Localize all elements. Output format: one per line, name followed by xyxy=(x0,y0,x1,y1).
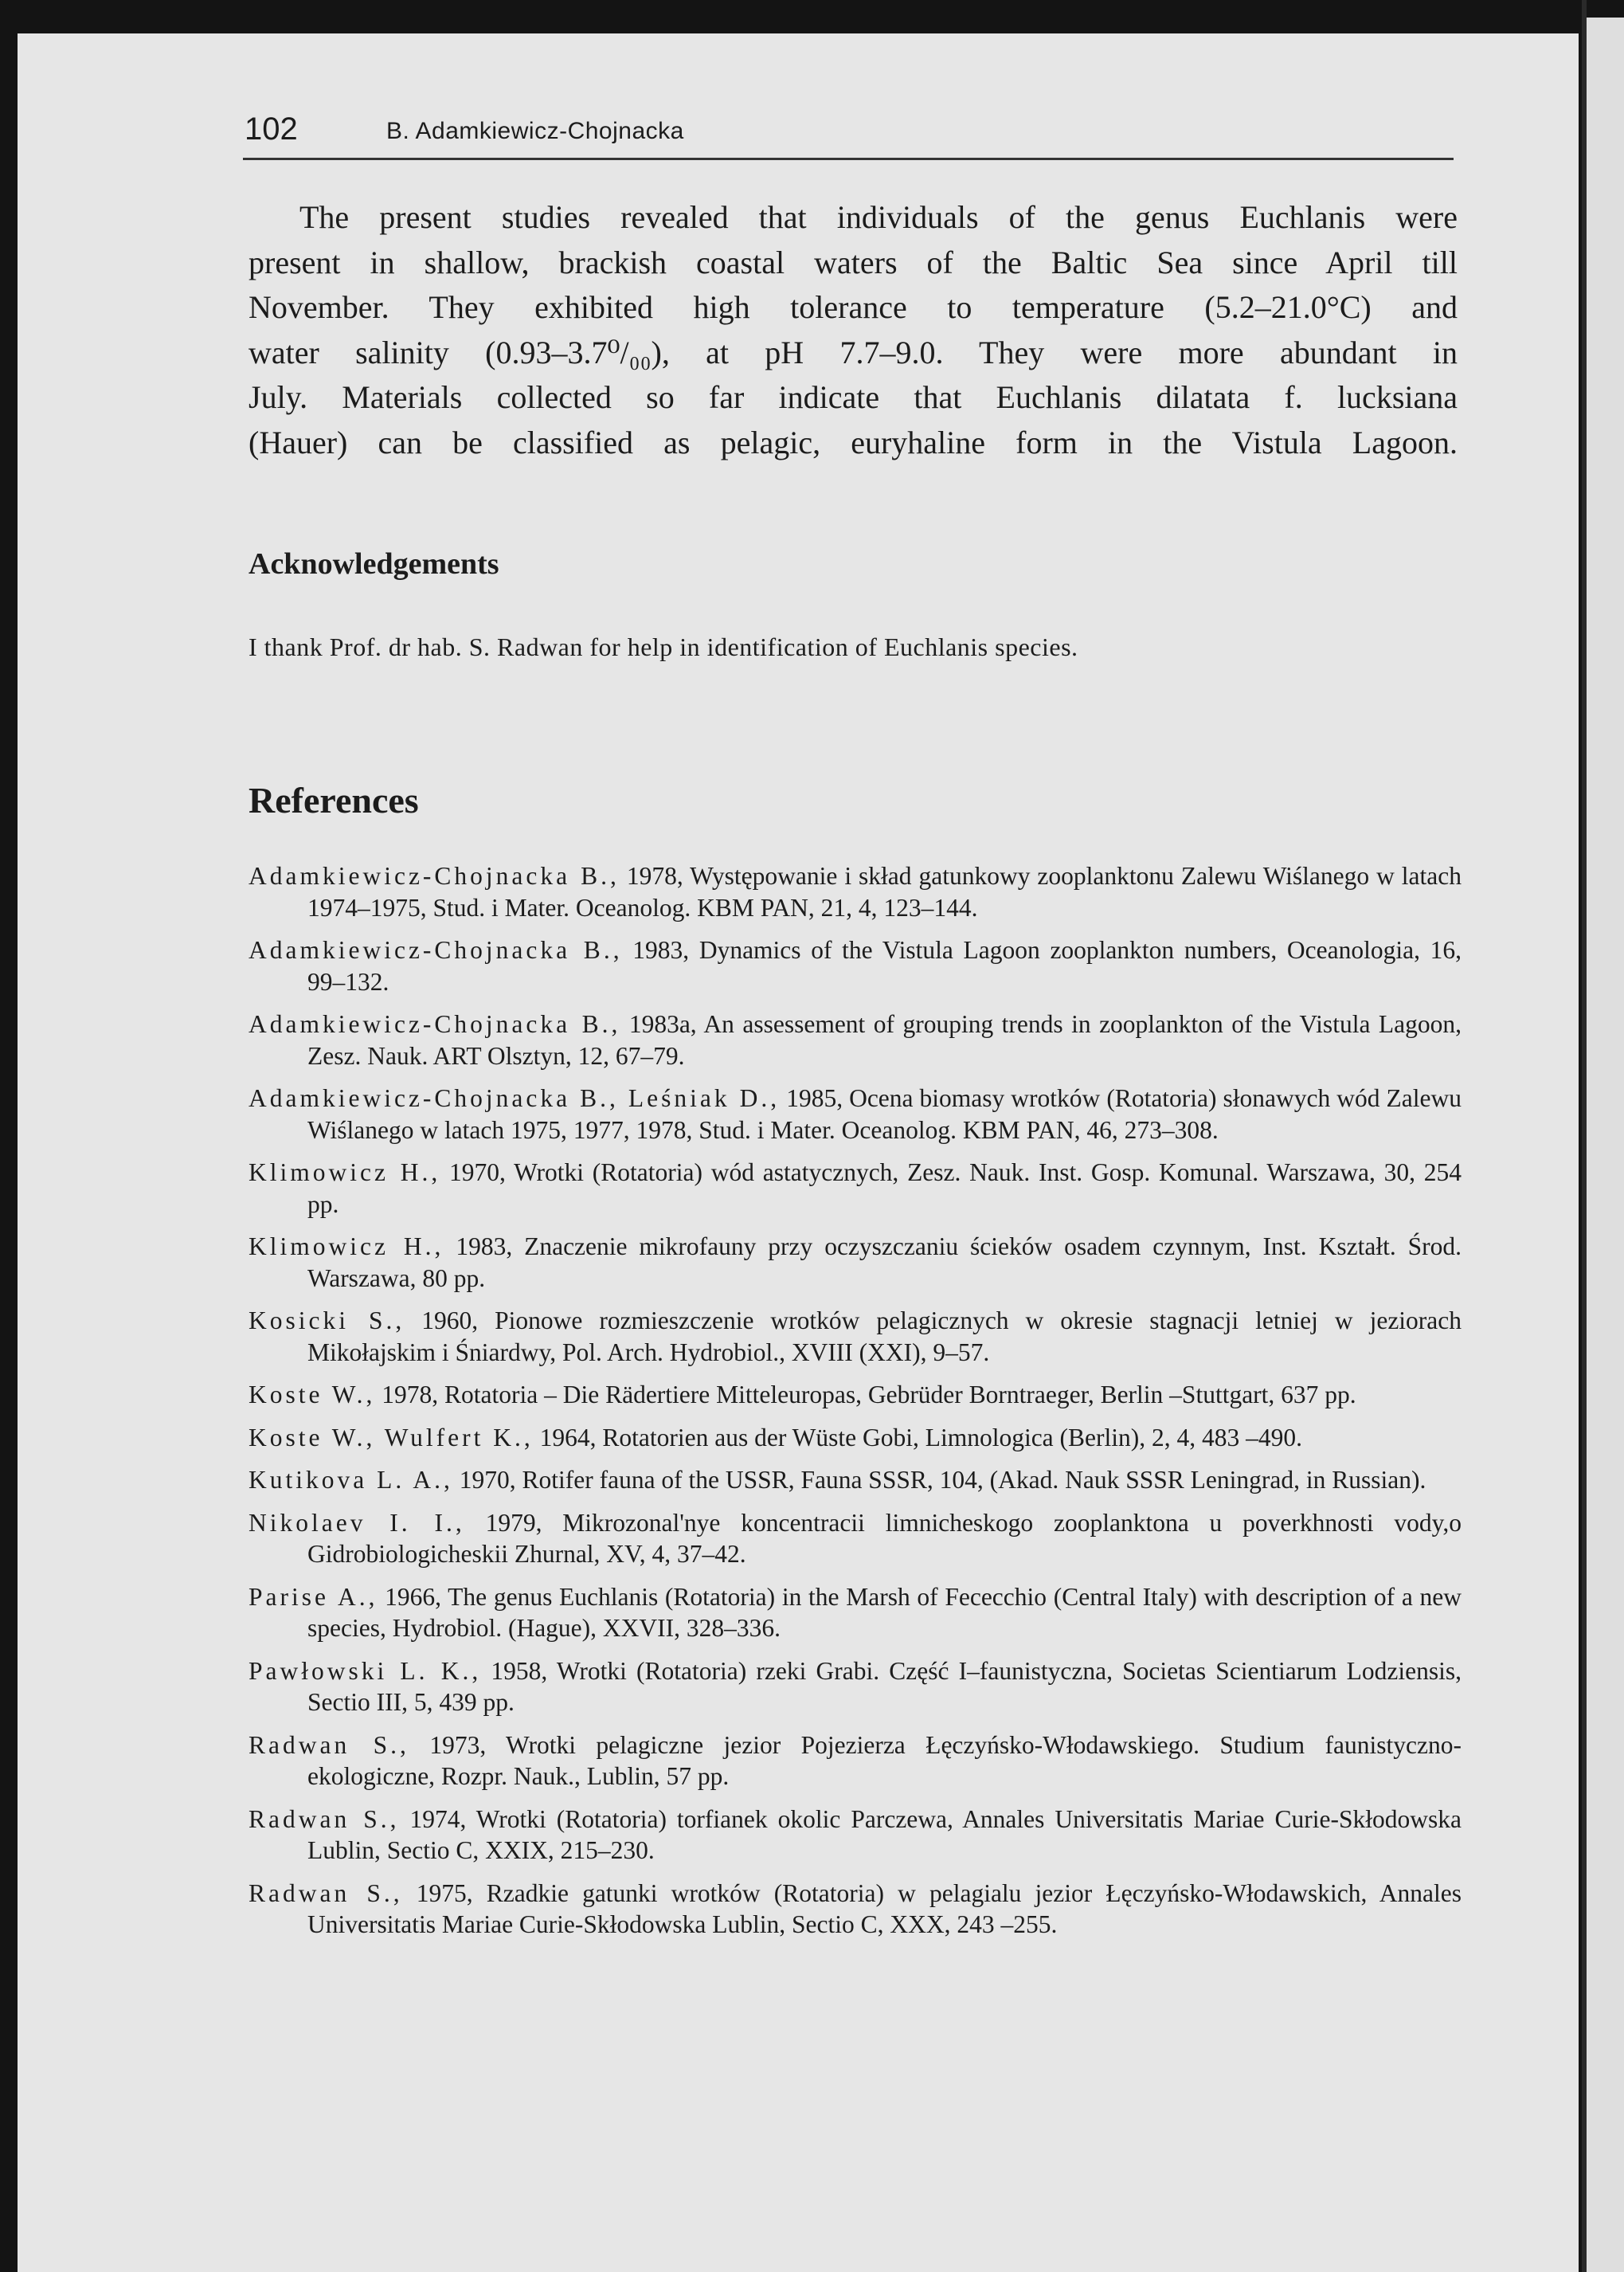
reference-item xyxy=(248,1083,1462,1146)
reference-item xyxy=(248,1729,1462,1792)
running-head: B. Adamkiewicz-Chojnacka xyxy=(386,118,684,144)
summary-line: November. They exhibited high tolerance to temperature (5.2–21.0°C) and xyxy=(248,289,1458,325)
acknowledgements-text: I thank Prof. dr hab. S. Radwan for help in identification of Euchlanis species. xyxy=(248,633,1078,661)
reference-item xyxy=(248,934,1462,997)
reference-author: Kutikova L. A., xyxy=(248,1466,453,1494)
reference-author: Koste W., xyxy=(248,1381,376,1408)
summary-line: The present studies revealed that individuals of the genus Euchlanis were xyxy=(299,199,1458,235)
reference-author: Radwan S., xyxy=(248,1730,409,1759)
reference-text: 1964, Rotatorien aus der Wüste Gobi, Limnologica (Berlin), 2, 4, 483 –490. xyxy=(539,1423,1303,1451)
reference-text: 1970, Rotifer fauna of the USSR, Fauna SSSR, 104, (Akad. Nauk SSSR Leningrad, in Russian). xyxy=(459,1466,1426,1494)
reference-item xyxy=(248,860,1462,923)
reference-author: Koste W., Wulfert K., xyxy=(248,1423,534,1451)
reference-author: Adamkiewicz-Chojnacka B., Leśniak D., xyxy=(248,1084,781,1112)
reference-text: 1978, Rotatoria – Die Rädertiere Mitteleuropas, Gebrüder Borntraeger, Berlin –Stuttgart, 637 pp. xyxy=(382,1381,1356,1408)
reference-item xyxy=(248,1231,1462,1294)
reference-author: Kosicki S., xyxy=(248,1306,405,1334)
reference-text: 1974, Wrotki (Rotatoria) torfianek okolic Parczewa, Annales Universitatis Mariae Curie-Skłodowska Lublin, Sectio C, XXIX, 215–230. xyxy=(307,1804,1462,1864)
reference-author: Adamkiewicz-Chojnacka B., xyxy=(248,862,620,890)
summary-line: water salinity (0.93–3.7⁰/₀₀), at pH 7.7–9.0. They were more abundant in xyxy=(248,334,1458,370)
acknowledgements-heading: Acknowledgements xyxy=(248,547,499,581)
reference-item xyxy=(248,1804,1462,1867)
reference-author: Nikolaev I. I., xyxy=(248,1508,465,1537)
reference-item xyxy=(248,1464,1462,1496)
reference-text: 1958, Wrotki (Rotatoria) rzeki Grabi. Część I–faunistyczna, Societas Scientiarum Lodziensis, Sectio III, 5, 439 pp. xyxy=(307,1656,1462,1716)
reference-item xyxy=(248,1379,1462,1411)
reference-text: 1978, Występowanie i skład gatunkowy zooplanktonu Zalewu Wiślanego w latach 1974–1975, Stud. i Mater. Oceanolog. KBM PAN, 21, 4, 123–144. xyxy=(307,862,1462,922)
reference-item xyxy=(248,1878,1462,1941)
reference-text: 1983, Dynamics of the Vistula Lagoon zooplankton numbers, Oceanologia, 16, 99–132. xyxy=(307,936,1462,996)
reference-item xyxy=(248,1305,1462,1368)
summary-line: (Hauer) can be classified as pelagic, euryhaline form in the Vistula Lagoon. xyxy=(248,424,1458,460)
reference-item xyxy=(248,1422,1462,1454)
reference-author: Radwan S., xyxy=(248,1878,403,1907)
page-header xyxy=(243,112,1454,160)
reference-item xyxy=(248,1009,1462,1071)
reference-item xyxy=(248,1655,1462,1718)
summary-paragraph xyxy=(248,195,1458,465)
references-heading: References xyxy=(248,780,419,821)
reference-list xyxy=(248,860,1462,1952)
reference-author: Klimowicz H., xyxy=(248,1158,441,1186)
reference-text: 1966, The genus Euchlanis (Rotatoria) in the Marsh of Fececchio (Central Italy) with description of a new species, Hydrobiol. (Hague), XXVII, 328–336. xyxy=(307,1582,1462,1642)
reference-text: 1973, Wrotki pelagiczne jezior Pojezierza Łęczyńsko-Włodawskiego. Studium faunistyczno-ekologiczne, Rozpr. Nauk., Lublin, 57 pp. xyxy=(307,1730,1462,1790)
reference-text: 1985, Ocena biomasy wrotków (Rotatoria) słonawych wód Zalewu Wiślanego w latach 1975, 1977, 1978, Stud. i Mater. Oceanolog. KBM PAN, 46, 273–308. xyxy=(307,1084,1462,1144)
reference-item xyxy=(248,1157,1462,1220)
reference-item xyxy=(248,1507,1462,1570)
summary-line: July. Materials collected so far indicate that Euchlanis dilatata f. lucksiana xyxy=(248,379,1458,415)
adjacent-page-edge xyxy=(1582,0,1624,2272)
reference-author: Adamkiewicz-Chojnacka B., xyxy=(248,1010,621,1038)
page-number: 102 xyxy=(245,112,298,147)
reference-author: Radwan S., xyxy=(248,1804,400,1833)
reference-author: Parise A., xyxy=(248,1582,378,1611)
reference-text: 1960, Pionowe rozmieszczenie wrotków pelagicznych w okresie stagnacji letniej w jeziorach Mikołajskim i Śniardwy, Pol. Arch. Hydrobiol., XVIII (XXI), 9–57. xyxy=(307,1306,1462,1366)
reference-author: Adamkiewicz-Chojnacka B., xyxy=(248,936,623,964)
reference-text: 1975, Rzadkie gatunki wrotków (Rotatoria) w pelagialu jezior Łęczyńsko-Włodawskich, Annales Universitatis Mariae Curie-Skłodowska Lublin, Sectio C, XXX, 243 –255. xyxy=(307,1878,1462,1938)
reference-text: 1970, Wrotki (Rotatoria) wód astatycznych, Zesz. Nauk. Inst. Gosp. Komunal. Warszawa, 30, 254 pp. xyxy=(307,1158,1462,1218)
reference-author: Pawłowski L. K., xyxy=(248,1656,482,1685)
reference-text: 1983, Znaczenie mikrofauny przy oczyszczaniu ścieków osadem czynnym, Inst. Kształt. Środ. Warszawa, 80 pp. xyxy=(307,1232,1462,1292)
reference-author: Klimowicz H., xyxy=(248,1232,444,1260)
reference-text: 1983a, An assessement of grouping trends in zooplankton of the Vistula Lagoon, Zesz. Nauk. ART Olsztyn, 12, 67–79. xyxy=(307,1010,1462,1070)
summary-line: present in shallow, brackish coastal waters of the Baltic Sea since April till xyxy=(248,244,1458,280)
reference-text: 1979, Mikrozonal'nye koncentracii limnicheskogo zooplanktona u poverkhnosti vody,o Gidrobiologicheskii Zhurnal, XV, 4, 37–42. xyxy=(307,1508,1462,1568)
reference-item xyxy=(248,1581,1462,1644)
